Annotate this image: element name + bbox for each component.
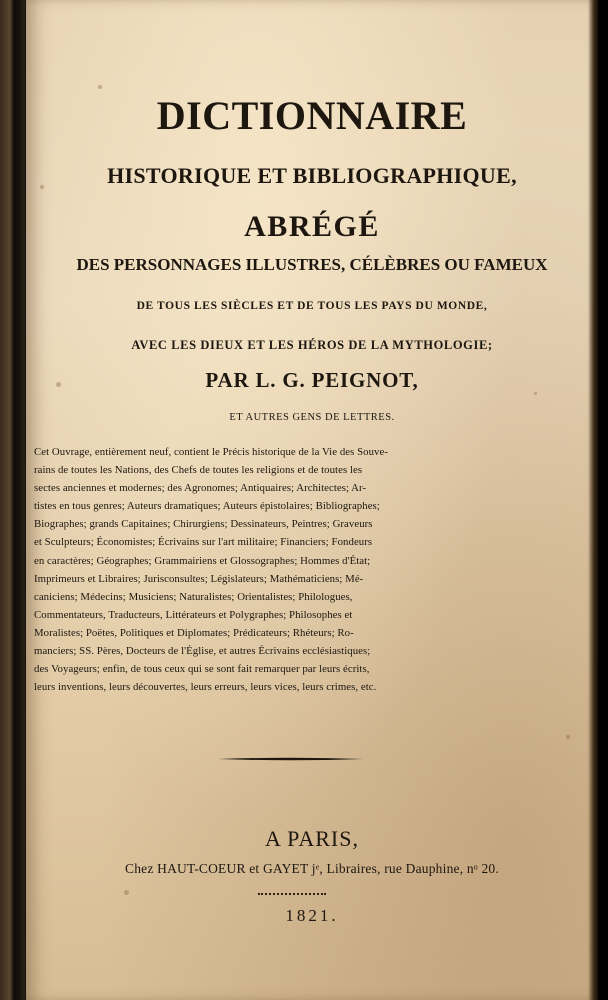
description-line: tistes en tous genres; Auteurs dramatiques; Auteurs épistolaires; Bibliographes; [34, 500, 380, 513]
description-line: leurs inventions, leurs découvertes, leurs erreurs, leurs vices, leurs crimes, etc. [34, 681, 377, 694]
description-paragraph [34, 443, 536, 696]
subtitle-line-3: DES PERSONNAGES ILLUSTRES, CÉLÈBRES OU FAMEUX [76, 255, 548, 274]
foxing-spot [124, 890, 129, 895]
book-title: DICTIONNAIRE [156, 93, 468, 138]
title-page [26, 0, 598, 1000]
description-line: manciers; SS. Pères, Docteurs de l'Église, et autres Écrivains ecclésiastiques; [34, 645, 371, 658]
subtitle-line-1: HISTORIQUE ET BIBLIOGRAPHIQUE, [107, 163, 517, 188]
foxing-spot [566, 735, 570, 739]
description-line: Imprimeurs et Libraires; Jurisconsultes; Législateurs; Mathématiciens; Mé- [34, 572, 364, 585]
imprint-publisher: Chez HAUT-COEUR et GAYET jᵉ, Libraires, rue Dauphine, nᵒ 20. [125, 861, 499, 876]
description-line: sectes anciennes et modernes; des Agronomes; Antiquaires; Architectes; Ar- [34, 482, 367, 495]
author-line: PAR L. G. PEIGNOT, [205, 368, 419, 392]
description-line: et Sculpteurs; Économistes; Écrivains sur l'art militaire; Financiers; Fondeurs [34, 536, 373, 549]
imprint-year: 1821. [285, 906, 339, 925]
description-line: Moralistes; Poëtes, Politiques et Diplomates; Prédicateurs; Rhéteurs; Ro- [34, 626, 354, 639]
description-line: Cet Ouvrage, entièrement neuf, contient le Précis historique de la Vie des Souve- [34, 446, 388, 458]
subtitle-line-2: ABRÉGÉ [244, 210, 380, 243]
description-line: Biographes; grands Capitaines; Chirurgiens; Dessinateurs, Peintres; Graveurs [34, 518, 373, 531]
subtitle-line-5: AVEC LES DIEUX ET LES HÉROS DE LA MYTHOLOGIE; [131, 338, 493, 352]
imprint-place: A PARIS, [264, 826, 359, 851]
coauthors-line: ET AUTRES GENS DE LETTRES. [229, 412, 395, 423]
description-line: en caractères; Géographes; Grammairiens et Glossographes; Hommes d'État; [34, 554, 371, 567]
dotted-rule [258, 893, 326, 898]
description-line: rains de toutes les Nations, des Chefs de toutes les religions et de toutes les [34, 464, 363, 477]
description-line: Commentateurs, Traducteurs, Littérateurs et Polygraphes; Philosophes et [34, 608, 353, 621]
description-line: caniciens; Médecins; Musiciens; Naturalistes; Orientalistes; Philologues, [34, 590, 353, 603]
ornamental-rule [218, 757, 363, 761]
foxing-spot [98, 85, 102, 89]
subtitle-line-4: DE TOUS LES SIÈCLES ET DE TOUS LES PAYS DU MONDE, [136, 300, 488, 312]
description-line: des Voyageurs; enfin, de tous ceux qui se sont fait remarquer par leurs écrits, [34, 663, 370, 676]
